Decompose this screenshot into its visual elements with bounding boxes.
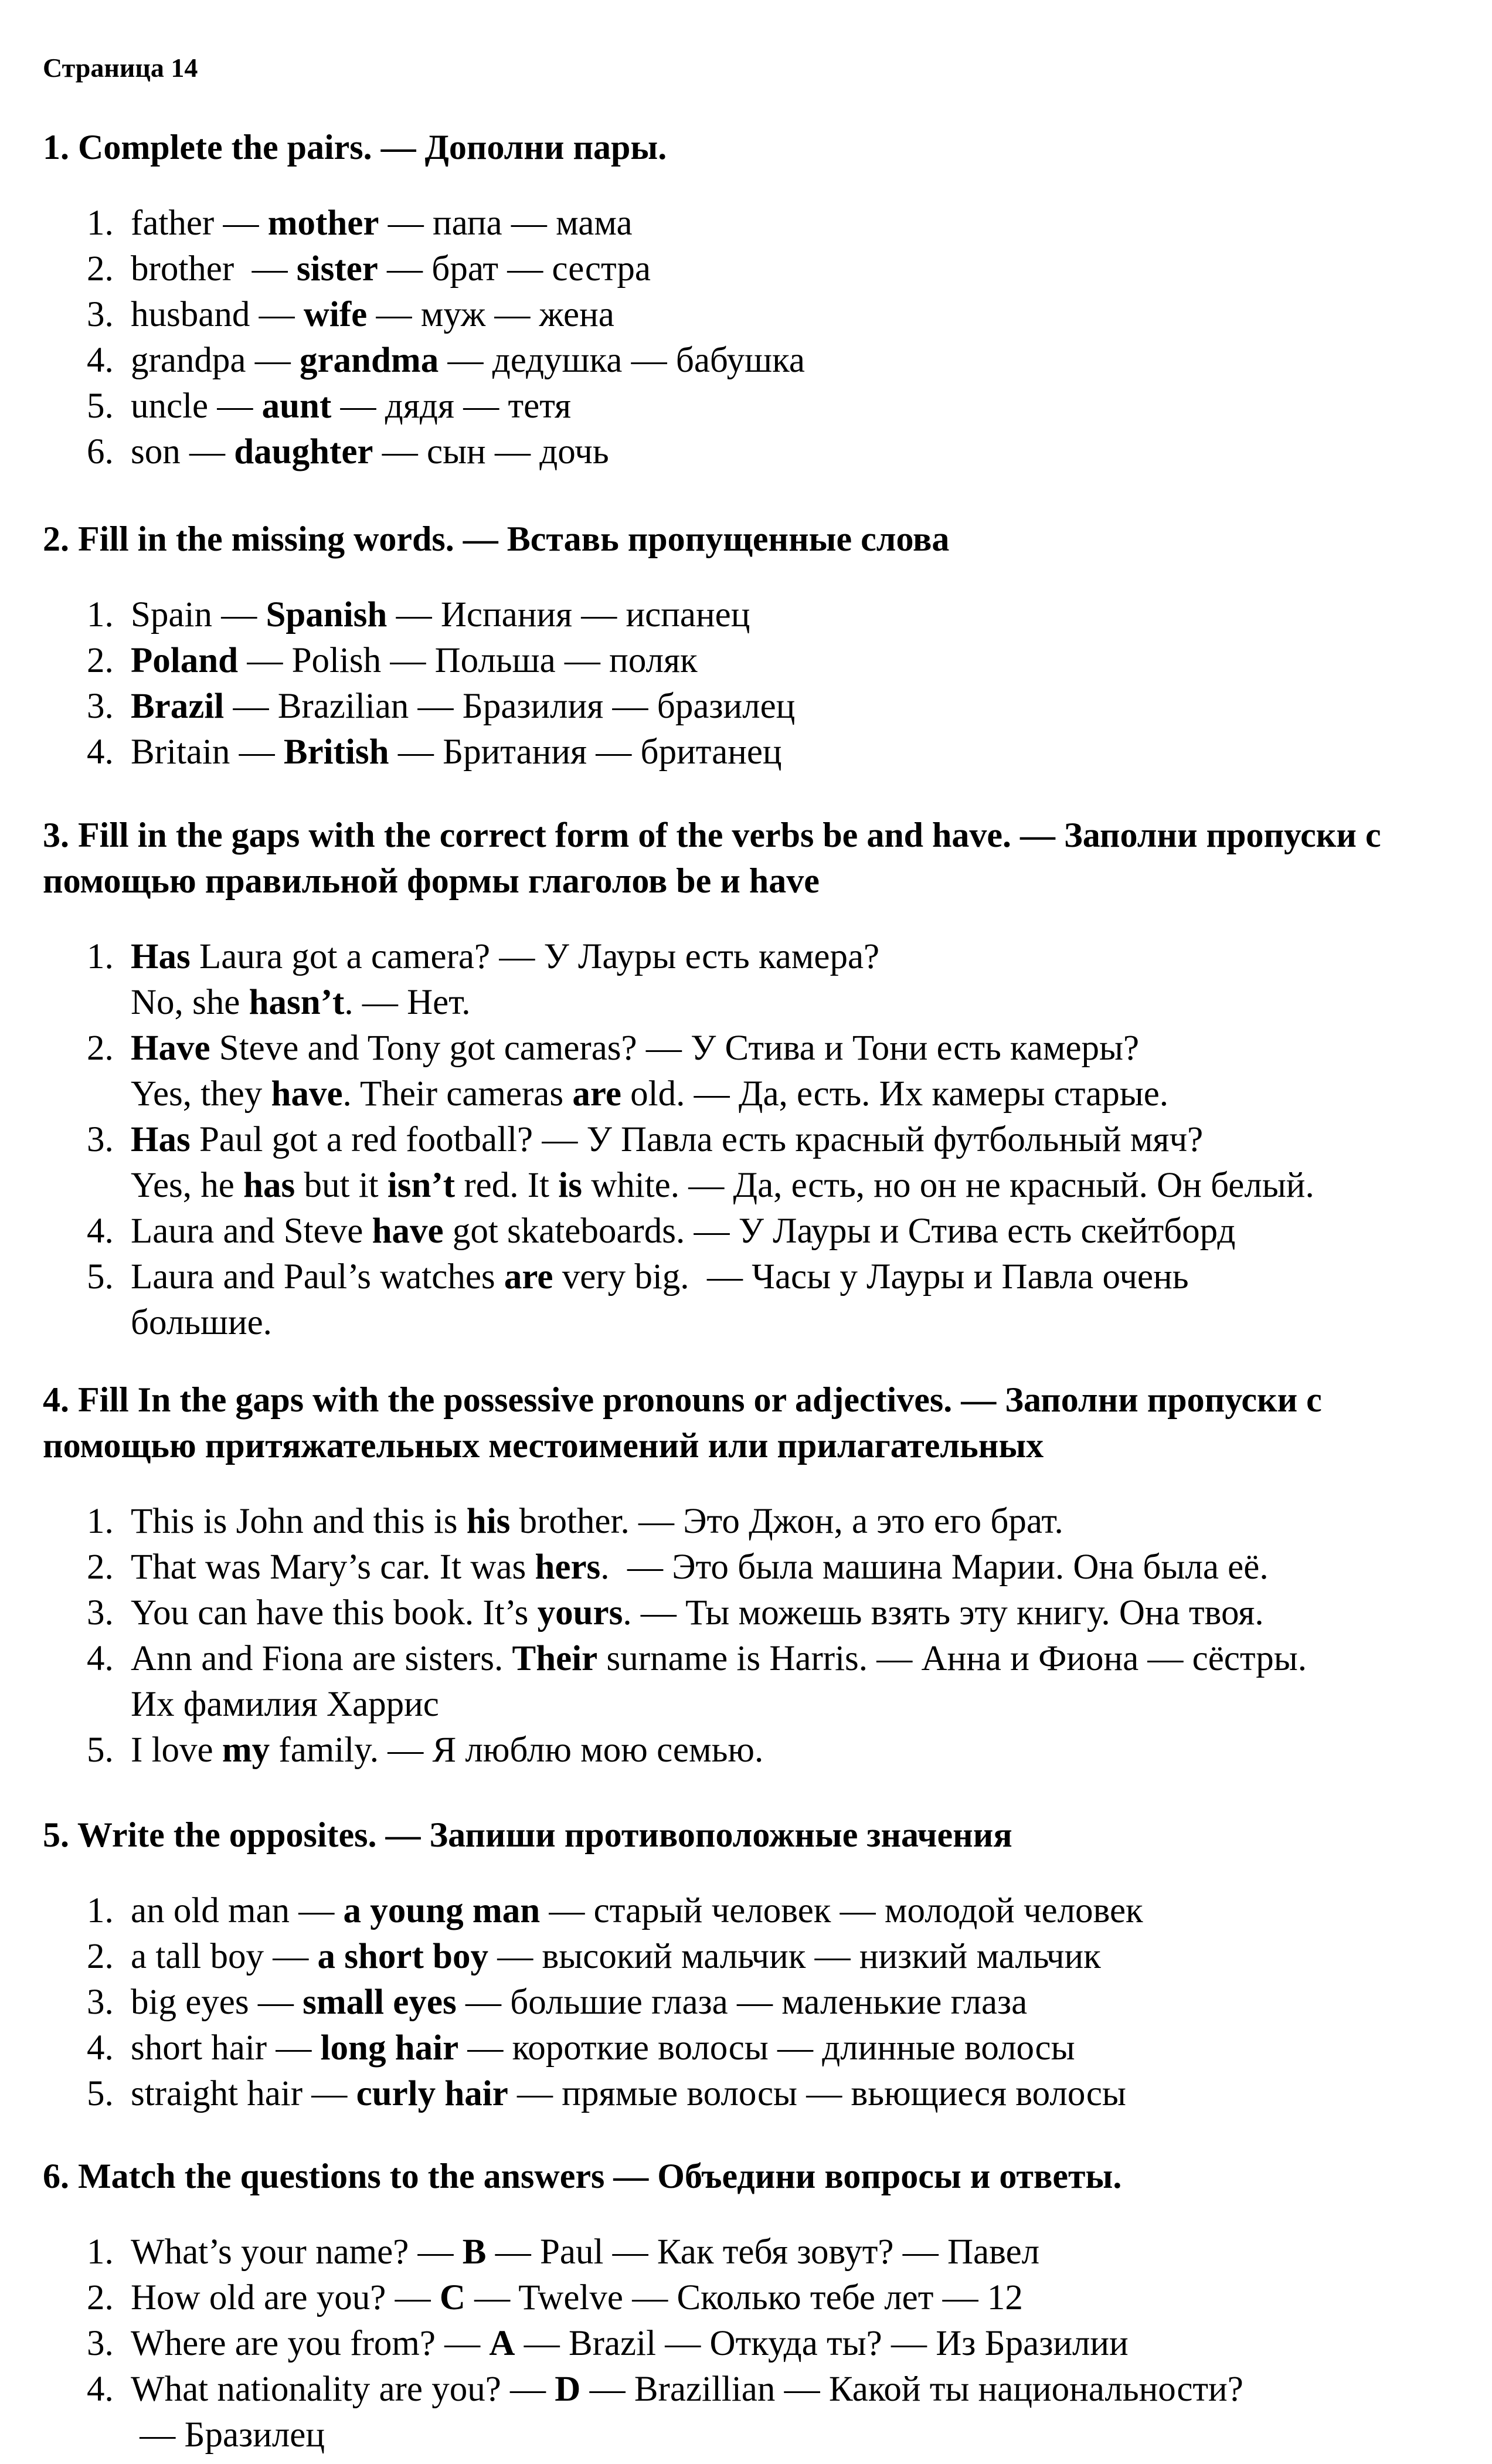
item-line [131, 201, 1462, 246]
item-text: husband — [131, 295, 304, 334]
item-text: straight hair — [131, 2074, 356, 2113]
answer-text: hers [535, 1547, 601, 1587]
item-line [131, 684, 1462, 729]
item-line [131, 2367, 1462, 2412]
item-text: Britain — [131, 732, 284, 772]
item-number: 3. [87, 1593, 114, 1633]
item-text: short hair — [131, 2028, 321, 2068]
item-text: . — Это была машина Марии. Она была её. [600, 1547, 1269, 1587]
answer-text: Have [131, 1029, 210, 1068]
list-item [43, 429, 1462, 475]
item-line [131, 429, 1462, 475]
item-number: 1. [87, 1891, 114, 1930]
answer-text: hasn’t [249, 983, 345, 1022]
list-item [43, 2229, 1462, 2275]
item-number: 2. [87, 1937, 114, 1976]
item-number: 5. [87, 1257, 114, 1297]
answer-text: are [504, 1257, 553, 1297]
item-number: 4. [87, 341, 114, 380]
list-item [43, 338, 1462, 383]
answer-text: has [243, 1166, 295, 1205]
list-item [43, 2275, 1462, 2321]
item-text: — высокий мальчик — низкий мальчик [488, 1937, 1101, 1976]
answer-text: D [555, 2370, 581, 2409]
item-text: — Испания — испанец [387, 595, 750, 634]
item-text: brother — [131, 249, 297, 289]
item-text: family. — Я люблю мою семью. [270, 1730, 764, 1770]
item-text: old. — Да, есть. Их камеры старые. [621, 1074, 1169, 1114]
item-text: What nationality are you? — [131, 2370, 555, 2409]
answer-text: small eyes [303, 1983, 457, 2022]
item-line [131, 934, 1462, 980]
answer-text: Has [131, 1120, 191, 1159]
item-line [131, 638, 1462, 684]
answer-text: A [489, 2324, 515, 2363]
item-text: an old man — [131, 1891, 344, 1930]
item-line [131, 1727, 1462, 1773]
list-item [43, 292, 1462, 338]
list-item [43, 684, 1462, 729]
item-text: — дедушка — бабушка [439, 341, 805, 380]
answer-text: a short boy [317, 1937, 488, 1976]
item-number: 3. [87, 2324, 114, 2363]
answer-text: Spanish [266, 595, 388, 634]
list-item [43, 383, 1462, 429]
list-item [43, 1590, 1462, 1636]
answer-text: C [439, 2278, 465, 2317]
item-line [131, 1934, 1462, 1980]
item-number: 1. [87, 2232, 114, 2272]
item-line [131, 729, 1462, 775]
item-line [131, 292, 1462, 338]
item-line [131, 1254, 1462, 1300]
item-list [43, 1499, 1462, 1773]
item-text: Laura and Paul’s watches [131, 1257, 504, 1297]
item-text: — Twelve — Сколько тебе лет — 12 [465, 2278, 1023, 2317]
item-text: Spain — [131, 595, 266, 634]
item-text: большие. [131, 1303, 272, 1342]
item-line [131, 2275, 1462, 2321]
item-text: — большие глаза — маленькие глаза [456, 1983, 1028, 2022]
list-item [43, 1727, 1462, 1773]
item-text: — муж — жена [367, 295, 614, 334]
item-text: — Бразилец [131, 2415, 325, 2455]
item-text: a tall boy — [131, 1937, 318, 1976]
list-item [43, 1636, 1462, 1727]
answer-text: Their [512, 1639, 598, 1678]
section-2 [43, 516, 1462, 775]
item-number: 3. [87, 1120, 114, 1159]
item-text: That was Mary’s car. It was [131, 1547, 535, 1587]
item-text: — брат — сестра [378, 249, 651, 289]
item-text: white. — Да, есть, но он не красный. Он белый. [582, 1166, 1314, 1205]
item-number: 2. [87, 2278, 114, 2317]
answer-text: Has [131, 937, 191, 976]
section-heading: 4. Fill In the gaps with the possessive pronouns or adjectives. — Заполни пропуски с помощью притяжательных местоимений или прилагательных [43, 1380, 1322, 1465]
item-number: 5. [87, 2074, 114, 2113]
item-number: 4. [87, 2028, 114, 2068]
item-number: 2. [87, 1029, 114, 1068]
item-text: uncle — [131, 386, 262, 426]
item-number: 2. [87, 249, 114, 289]
page-label: Страница 14 [43, 53, 198, 83]
section-heading: 5. Write the opposites. — Запиши противоположные значения [43, 1815, 1012, 1854]
answer-text: his [466, 1502, 511, 1541]
item-text: Paul got a red football? — У Павла есть красный футбольный мяч? [190, 1120, 1204, 1159]
item-text: No, she [131, 983, 249, 1022]
item-text: . Their cameras [342, 1074, 573, 1114]
item-line [131, 1980, 1462, 2025]
list-item [43, 729, 1462, 775]
item-number: 2. [87, 1547, 114, 1587]
item-line [131, 1163, 1462, 1209]
answer-text: mother [267, 203, 379, 243]
item-text: Ann and Fiona are sisters. [131, 1639, 512, 1678]
item-text: What’s your name? — [131, 2232, 463, 2272]
item-text: — Brazilian — Бразилия — бразилец [224, 687, 796, 726]
list-item [43, 592, 1462, 638]
item-text: — Brazillian — Какой ты национальности? [580, 2370, 1243, 2409]
answer-text: British [283, 732, 389, 772]
list-item [43, 1026, 1462, 1117]
item-line [131, 1545, 1462, 1590]
answer-text: grandma [299, 341, 439, 380]
section-heading: 3. Fill in the gaps with the correct form of the verbs be and have. — Заполни пропуски с помощью правильной формы глаголов be и have [43, 816, 1381, 900]
item-text: grandpa — [131, 341, 300, 380]
item-text: Where are you from? — [131, 2324, 490, 2363]
list-item [43, 201, 1462, 246]
item-number: 4. [87, 2370, 114, 2409]
item-list [43, 934, 1462, 1346]
list-item [43, 1499, 1462, 1545]
item-text: but it [295, 1166, 388, 1205]
item-number: 4. [87, 732, 114, 772]
answer-text: have [271, 1074, 343, 1114]
item-text: — Paul — Как тебя зовут? — Павел [486, 2232, 1040, 2272]
item-list [43, 592, 1462, 775]
item-number: 4. [87, 1639, 114, 1678]
item-text: Yes, they [131, 1074, 271, 1114]
item-line [131, 1209, 1462, 1254]
item-text: You can have this book. It’s [131, 1593, 538, 1633]
answer-text: wife [303, 295, 368, 334]
list-item [43, 2367, 1462, 2458]
answer-text: B [462, 2232, 487, 2272]
item-text: surname is Harris. — Анна и Фиона — сёстры. [597, 1639, 1307, 1678]
item-number: 4. [87, 1211, 114, 1251]
item-number: 1. [87, 203, 114, 243]
item-text: Laura and Steve [131, 1211, 372, 1251]
item-number: 1. [87, 937, 114, 976]
item-text: Их фамилия Харрис [131, 1685, 439, 1724]
item-text: very big. — Часы у Лауры и Павла очень [553, 1257, 1189, 1297]
item-text: Laura got a camera? — У Лауры есть камера? [190, 937, 880, 976]
item-line [131, 2025, 1462, 2071]
item-list [43, 201, 1462, 475]
answer-text: a young man [343, 1891, 541, 1930]
item-line [131, 1636, 1462, 1682]
item-text: — старый человек — молодой человек [540, 1891, 1143, 1930]
section-heading: 6. Match the questions to the answers — Объедини вопросы и ответы. [43, 2157, 1122, 2195]
item-text: Yes, he [131, 1166, 244, 1205]
answer-text: is [558, 1166, 582, 1205]
answer-text: sister [296, 249, 378, 289]
section-5 [43, 1812, 1462, 2117]
item-text: got skateboards. — У Лауры и Стива есть скейтборд [443, 1211, 1236, 1251]
item-text: — прямые волосы — вьющиеся волосы [508, 2074, 1126, 2113]
item-text: . — Ты можешь взять эту книгу. Она твоя. [623, 1593, 1264, 1633]
item-line [131, 246, 1462, 292]
list-item [43, 2071, 1462, 2117]
item-number: 2. [87, 641, 114, 680]
section-3 [43, 812, 1462, 1346]
item-line [131, 1590, 1462, 1636]
list-item [43, 1888, 1462, 1934]
item-text: — Brazil — Откуда ты? — Из Бразилии [515, 2324, 1129, 2363]
item-line [131, 2071, 1462, 2117]
item-line [131, 1026, 1462, 1071]
answer-text: my [222, 1730, 270, 1770]
answer-text: curly hair [356, 2074, 508, 2113]
item-list [43, 2229, 1462, 2458]
section-6 [43, 2153, 1462, 2458]
item-number: 6. [87, 432, 114, 471]
item-number: 3. [87, 687, 114, 726]
answer-text: isn’t [387, 1166, 456, 1205]
item-text: How old are you? — [131, 2278, 440, 2317]
item-line [131, 980, 1462, 1026]
list-item [43, 934, 1462, 1026]
section-heading: 1. Complete the pairs. — Дополни пары. [43, 128, 667, 167]
answer-text: have [372, 1211, 444, 1251]
item-number: 1. [87, 595, 114, 634]
item-number: 3. [87, 295, 114, 334]
list-item [43, 246, 1462, 292]
item-text: — Polish — Польша — поляк [238, 641, 698, 680]
item-line [131, 2412, 1462, 2458]
item-text: brother. — Это Джон, а это его брат. [510, 1502, 1063, 1541]
item-text: red. It [455, 1166, 559, 1205]
answer-text: long hair [320, 2028, 459, 2068]
item-text: This is John and this is [131, 1502, 467, 1541]
section-heading: 2. Fill in the missing words. — Вставь пропущенные слова [43, 520, 950, 558]
list-item [43, 1254, 1462, 1346]
list-item [43, 1980, 1462, 2025]
item-text: — Британия — британец [389, 732, 782, 772]
item-line [131, 338, 1462, 383]
item-text: son — [131, 432, 234, 471]
list-item [43, 2321, 1462, 2367]
item-text: — дядя — тетя [331, 386, 572, 426]
item-line [131, 2229, 1462, 2275]
item-text: . — Нет. [344, 983, 471, 1022]
item-line [131, 1117, 1462, 1163]
item-line [131, 1682, 1462, 1727]
answer-text: Poland [131, 641, 239, 680]
item-text: big eyes — [131, 1983, 303, 2022]
item-line [131, 1499, 1462, 1545]
list-item [43, 1209, 1462, 1254]
item-line [131, 2321, 1462, 2367]
list-item [43, 2025, 1462, 2071]
item-text: — сын — дочь [373, 432, 609, 471]
item-text: — короткие волосы — длинные волосы [458, 2028, 1075, 2068]
answer-text: aunt [261, 386, 332, 426]
item-line [131, 1071, 1462, 1117]
item-line [131, 1300, 1462, 1346]
list-item [43, 1934, 1462, 1980]
item-list [43, 1888, 1462, 2117]
item-line [131, 592, 1462, 638]
section-1 [43, 124, 1462, 475]
answer-text: yours [537, 1593, 623, 1633]
answer-text: daughter [234, 432, 373, 471]
section-4 [43, 1377, 1462, 1773]
list-item [43, 638, 1462, 684]
item-line [131, 383, 1462, 429]
item-number: 1. [87, 1502, 114, 1541]
item-text: — папа — мама [379, 203, 633, 243]
answer-text: are [572, 1074, 621, 1114]
item-text: father — [131, 203, 268, 243]
item-line [131, 1888, 1462, 1934]
item-number: 5. [87, 386, 114, 426]
item-number: 3. [87, 1983, 114, 2022]
list-item [43, 1545, 1462, 1590]
item-text: I love [131, 1730, 222, 1770]
item-number: 5. [87, 1730, 114, 1770]
list-item [43, 1117, 1462, 1209]
answer-text: Brazil [131, 687, 225, 726]
item-text: Steve and Tony got cameras? — У Стива и Тони есть камеры? [210, 1029, 1140, 1068]
